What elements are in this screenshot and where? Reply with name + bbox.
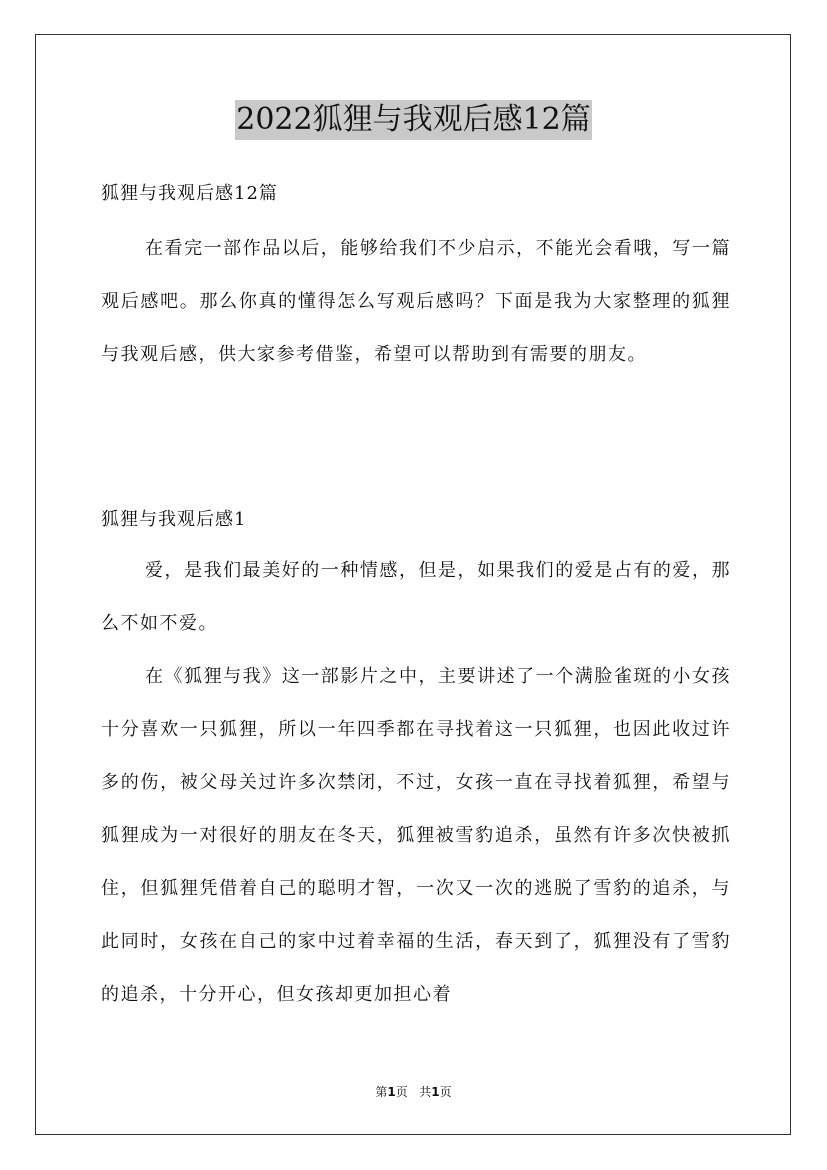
page-footer <box>0 1084 827 1100</box>
document-title: 2022狐狸与我观后感12篇 <box>235 100 592 140</box>
page-unit: 页 <box>395 1085 408 1099</box>
body-paragraph-1: 爱，是我们最美好的一种情感，但是，如果我们的爱是占有的爱，那么不如不爱。 <box>101 560 731 634</box>
body-paragraph-2: 在《狐狸与我》这一部影片之中，主要讲述了一个满脸雀斑的小女孩十分喜欢一只狐狸，所以一年四季都在寻找着这一只狐狸，也因此收过许多的伤，被父母关过许多次禁闭，不过，女孩一直在寻找着狐狸，希望与狐狸成为一对很好的朋友在冬天，狐狸被雪豹追杀，虽然有许多次快被抓住，但狐狸凭借着自己的聪明才智，一次又一次的逃脱了雪豹的追杀，与此同时，女孩在自己的家中过着幸福的生活，春天到了，狐狸没有了雪豹的追杀，十分开心，但女孩却更加担心着 <box>101 666 731 1005</box>
intro-paragraph: 在看完一部作品以后，能够给我们不少启示，不能光会看哦，写一篇观后感吧。那么你真的懂得怎么写观后感吗？下面是我为大家整理的狐狸与我观后感，供大家参考借鉴，希望可以帮助到有需要的朋友。 <box>101 238 731 365</box>
page-prefix: 第 <box>375 1085 388 1099</box>
total-pages: 1 <box>431 1085 440 1099</box>
page-current: 1 <box>387 1085 396 1099</box>
title-container <box>0 100 827 140</box>
document-subtitle: 狐狸与我观后感12篇 <box>101 183 278 204</box>
total-unit: 页 <box>439 1085 452 1099</box>
total-prefix: 共 <box>419 1085 432 1099</box>
section-heading: 狐狸与我观后感1 <box>101 509 247 530</box>
